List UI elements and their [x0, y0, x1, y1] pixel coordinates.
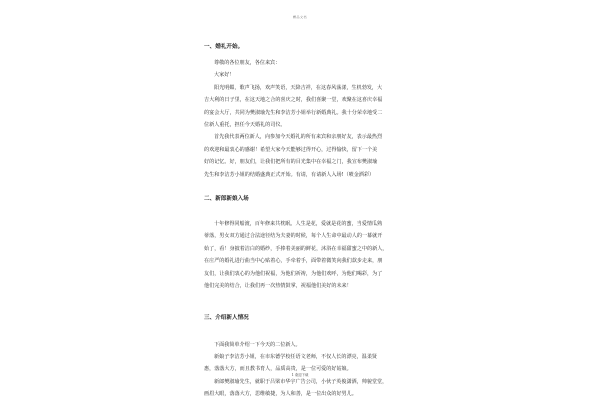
paragraph-line: 好的记忆。好，朋友们，让我们把所有的目光集中在幸福之门，我宣布樊淑瑜 — [204, 159, 378, 166]
paragraph-line: 尊敬的各位朋友，各位来宾： — [214, 60, 281, 66]
paragraph-line: 惠，落落大方，而且教书育人，品质高贵，是一位可爱的好姑娘。 — [204, 366, 352, 373]
paragraph-line: 始了，看！身披着洁白的婚纱，手捧着美丽的鲜花，沐浴在幸福甜蜜之中的新人， — [204, 245, 388, 252]
page-header: 精品文档 — [292, 15, 307, 19]
section — [204, 196, 400, 292]
paragraph-line: 位新人重托，担任今天婚礼的司仪。 — [204, 122, 286, 129]
section-heading: 一、婚礼开始。 — [204, 44, 244, 50]
paragraph-line: 在庄严的婚礼进行曲当中心贴着心，手牵着手，面带着微笑向我们款步走来，朋 — [204, 258, 383, 265]
page-footer: 1 欢迎下载 — [291, 373, 309, 377]
paragraph-line: 他们完美的结合，让我们再一次热情鼓掌，祝福他们美好的未来！ — [204, 283, 352, 290]
paragraph-line: 大家好！ — [214, 72, 235, 79]
section — [204, 44, 400, 181]
paragraph-line: 先生和李洁芳小姐的结婚盛典正式开始。有请，有请新人入场!（喷金洒彩） — [204, 171, 375, 178]
paragraph-line: 蒂落，男女双方通过合法途径结为夫妻的时候，每个人生命中最动人的一幕就开 — [204, 233, 383, 240]
paragraph-line: 新娘子李洁芳小姐，在市东德学校任语文老师，不仅人长的漂亮，温柔贤 — [214, 353, 378, 360]
paragraph-line: 友们，让我们衷心的为他们祝福，为他们祈祷，为他们欢呼，为他们喝彩，为了 — [204, 270, 383, 277]
paragraph-line: 吉大利的日子里，在这天地之合的喜庆之时，我们喜聚一堂，欢聚在这喜庆幸福 — [204, 97, 383, 104]
section-heading: 三、介绍新人情况 — [204, 314, 249, 321]
paragraph-line: 十年修得同船渡，百年修来共枕眠。人生是花，爱就是花的蜜，当爱情瓜熟 — [214, 221, 383, 228]
section-heading: 二、新郎新娘入场 — [204, 196, 249, 203]
paragraph-line: 新郎樊淑瑜先生，就职于吕梁市华宇广告公司，小伙子英俊潇洒，帅貌堂堂， — [214, 378, 388, 385]
paragraph-line: 阳光明媚，歌声飞扬，欢声笑语，天降吉祥，在这春风荡漾，生机勃发，大 — [214, 84, 383, 91]
paragraph-line: 画眉大眼，落落大方，思维敏捷，为人和善，是一位出众的好男儿。 — [204, 391, 357, 398]
section — [204, 315, 400, 401]
paragraph-line: 的宴会大厅，共同为樊淑瑜先生和李洁芳小姐举行新婚典礼。我十分荣幸地受二 — [204, 109, 383, 116]
paragraph-line: 首先我代表两位新人，向参加今天婚礼的所有来宾和亲朋好友，表示最热烈 — [214, 134, 383, 141]
paragraph-line: 的欢迎和最衷心的感谢！希望大家今天能够过得开心，过得愉快，留下一个美 — [204, 146, 378, 153]
paragraph-line: 下面我简单介绍一下今天的二位新人。 — [214, 341, 301, 348]
document-body — [204, 44, 400, 401]
